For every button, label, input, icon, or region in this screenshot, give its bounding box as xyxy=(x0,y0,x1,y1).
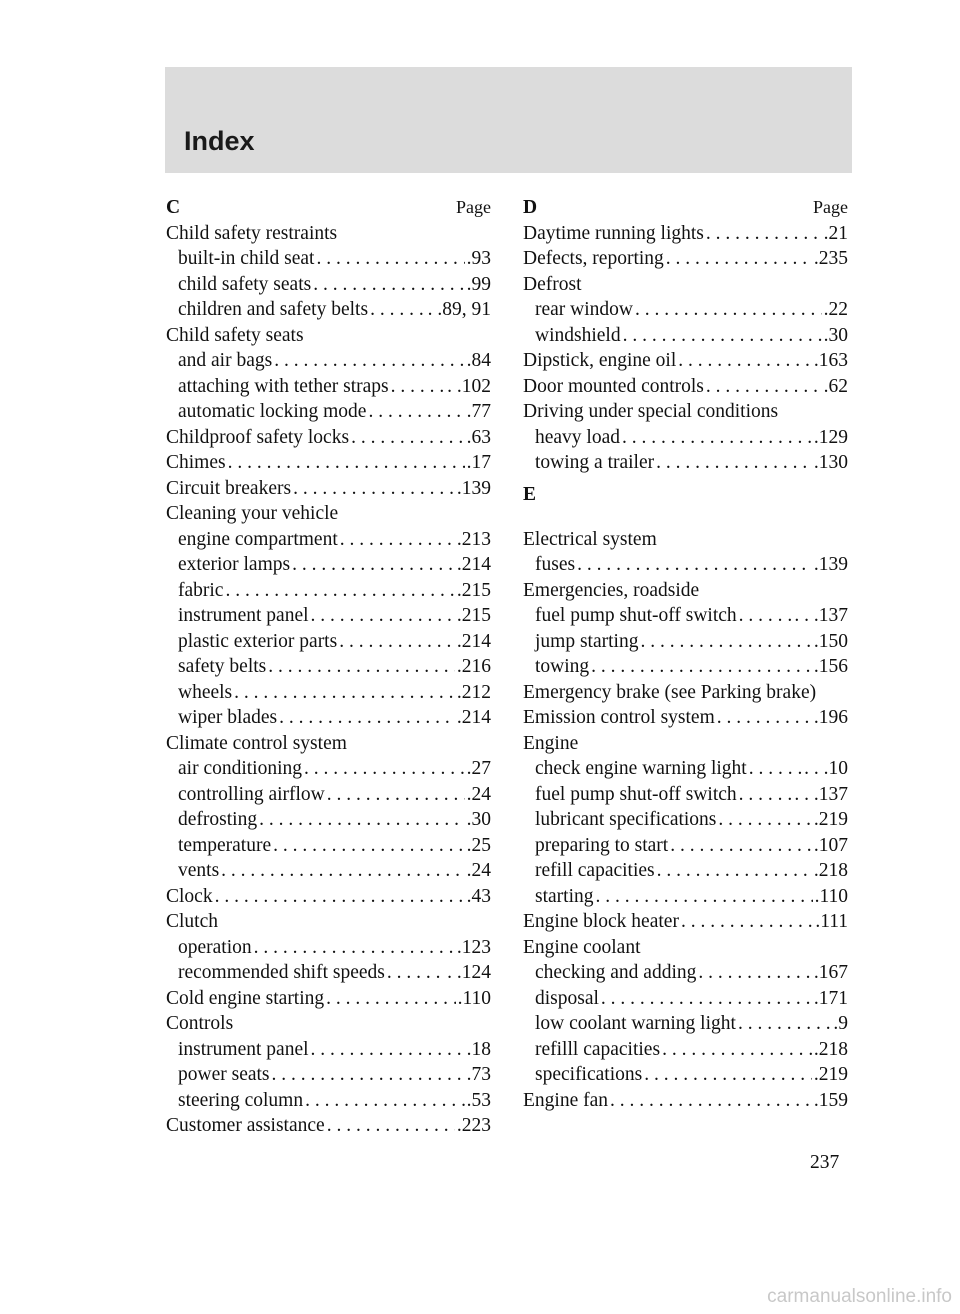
dot-leader xyxy=(717,705,812,731)
entry-page: .156 xyxy=(813,656,848,677)
dot-leader xyxy=(313,272,464,298)
page-number: 237 xyxy=(810,1152,840,1173)
entry-label: controlling airflow xyxy=(178,783,325,805)
entry-page: .214 xyxy=(456,707,491,728)
list-item xyxy=(523,374,848,400)
dot-leader xyxy=(718,807,811,833)
entry-label: Cleaning your vehicle xyxy=(166,503,339,524)
list-item xyxy=(523,807,848,833)
entry-page: . .102 xyxy=(447,375,491,397)
dot-leader xyxy=(221,858,464,884)
list-item xyxy=(166,680,491,706)
dot-leader xyxy=(706,221,822,247)
entry-page: .84 xyxy=(466,350,491,371)
entry-label: fuel pump shut-off switch xyxy=(535,783,737,805)
list-item xyxy=(523,450,848,476)
entry-page: .213 xyxy=(456,528,491,550)
entry-label: Engine coolant xyxy=(523,936,641,958)
entry-page: .53 xyxy=(466,1089,491,1111)
entry-label: Circuit breakers xyxy=(166,477,292,499)
entry-label: heavy load xyxy=(535,426,621,448)
entry-page: .215 xyxy=(456,605,491,626)
list-item xyxy=(166,476,491,502)
dot-leader xyxy=(591,654,812,680)
list-item xyxy=(166,399,491,425)
dot-leader xyxy=(368,399,464,425)
list-item xyxy=(166,246,491,272)
list-item xyxy=(523,680,848,706)
entry-label: fuel pump shut-off switch xyxy=(535,605,737,626)
entry-page: .212 xyxy=(456,681,491,703)
entry-label: child safety seats xyxy=(178,273,312,295)
entry-page: .63 xyxy=(466,426,491,448)
list-item xyxy=(166,348,491,374)
entry-page: .73 xyxy=(466,1064,491,1085)
entry-label: Cold engine starting xyxy=(166,987,325,1009)
list-item xyxy=(166,603,491,629)
dot-leader xyxy=(228,450,465,476)
entry-label: fabric xyxy=(178,579,224,601)
entry-page: .215 xyxy=(456,579,491,601)
list-item xyxy=(523,246,848,272)
list-item xyxy=(166,909,491,935)
entry-label: starting xyxy=(535,885,594,907)
dot-leader xyxy=(370,297,426,323)
entry-label: power seats xyxy=(178,1064,270,1085)
list-item xyxy=(166,578,491,604)
entry-label: Emergencies, roadside xyxy=(523,579,700,601)
dot-leader xyxy=(327,782,465,808)
list-item xyxy=(523,399,848,425)
entry-page: .21 xyxy=(823,222,848,244)
dot-leader xyxy=(698,960,812,986)
dot-leader xyxy=(666,246,812,272)
dot-leader xyxy=(273,833,465,859)
entry-label: and air bags xyxy=(178,350,273,371)
list-item xyxy=(166,858,491,884)
letter-heading-c: C xyxy=(166,197,181,218)
dot-leader xyxy=(351,425,465,451)
list-item xyxy=(523,935,848,961)
entry-label: lubricant specifications xyxy=(535,809,717,830)
entry-page: .163 xyxy=(813,350,848,371)
list-item xyxy=(166,629,491,655)
entry-page: .62 xyxy=(823,375,848,397)
list-item xyxy=(523,425,848,451)
entry-label: checking and adding xyxy=(535,962,697,983)
entry-label: steering column xyxy=(178,1089,304,1111)
dot-leader xyxy=(311,1037,465,1063)
entry-label: air conditioning xyxy=(178,758,303,779)
letter-heading-e: E xyxy=(523,483,537,505)
entry-page: .214 xyxy=(456,630,491,652)
dot-leader xyxy=(656,450,812,476)
entry-page: .99 xyxy=(466,273,491,295)
entry-label: automatic locking mode xyxy=(178,401,367,422)
entry-label: windshield xyxy=(535,324,621,346)
entry-page: .171 xyxy=(813,987,848,1009)
entry-label: Engine xyxy=(523,732,579,754)
entry-list-c xyxy=(166,221,491,1139)
dot-leader xyxy=(577,552,812,578)
entry-label: vents xyxy=(178,860,220,881)
entry-label: safety belts xyxy=(178,656,267,677)
entry-page: .93 xyxy=(466,248,491,269)
list-item xyxy=(523,297,848,323)
dot-leader xyxy=(311,603,455,629)
list-item xyxy=(166,297,491,323)
entry-page: .43 xyxy=(466,885,491,907)
entry-label: rear window xyxy=(535,299,634,320)
dot-leader xyxy=(678,348,812,374)
entry-page: .218 xyxy=(813,1038,848,1060)
entry-page: .218 xyxy=(813,860,848,881)
list-item xyxy=(523,654,848,680)
entry-label: Climate control system xyxy=(166,732,347,754)
entry-label: Child safety restraints xyxy=(166,222,338,244)
entry-label: Clutch xyxy=(166,911,218,932)
list-item xyxy=(523,833,848,859)
dot-leader xyxy=(706,374,822,400)
list-item xyxy=(523,1062,848,1088)
entry-label: Dipstick, engine oil xyxy=(523,350,677,371)
entry-label: Defects, reporting xyxy=(523,248,664,269)
entry-list-e-continued xyxy=(523,705,848,1113)
watermark: carmanualsonline.info xyxy=(767,1286,952,1307)
dot-leader xyxy=(293,476,455,502)
dot-leader xyxy=(272,1062,465,1088)
dot-leader xyxy=(340,527,455,553)
index-column-right xyxy=(523,195,848,1113)
page-column-label: Page xyxy=(813,197,848,217)
dot-leader xyxy=(739,603,793,629)
entry-page: .22 xyxy=(823,299,848,320)
dot-leader xyxy=(215,884,465,910)
list-item xyxy=(523,960,848,986)
entry-label: Emergency brake (see Parking brake) xyxy=(523,681,817,703)
dot-leader xyxy=(326,986,455,1012)
entry-label: Child safety seats xyxy=(166,324,304,346)
entry-label: Driving under special conditions xyxy=(523,401,779,422)
entry-page: .235 xyxy=(813,248,848,269)
entry-page: .107 xyxy=(813,834,848,856)
dot-leader xyxy=(662,1037,812,1063)
list-item xyxy=(523,527,848,553)
entry-label: preparing to start xyxy=(535,834,669,856)
entry-page: . . .137 xyxy=(794,783,848,805)
dot-leader xyxy=(644,1062,812,1088)
list-item xyxy=(523,1088,848,1114)
list-item xyxy=(523,884,848,910)
list-item xyxy=(166,884,491,910)
list-item xyxy=(523,578,848,604)
dot-leader xyxy=(596,884,813,910)
entry-label: Controls xyxy=(166,1013,234,1034)
entry-label: built-in child seat xyxy=(178,248,315,269)
entry-page: .219 xyxy=(813,1064,848,1085)
entry-page: .214 xyxy=(456,554,491,575)
entry-label: Childproof safety locks xyxy=(166,426,350,448)
entry-page: .139 xyxy=(456,477,491,499)
list-item xyxy=(523,552,848,578)
entry-label: towing xyxy=(535,656,590,677)
dot-leader xyxy=(279,705,455,731)
entry-page: .25 xyxy=(466,834,491,856)
dot-leader xyxy=(259,807,465,833)
entry-label: instrument panel xyxy=(178,1038,309,1060)
entry-label: defrosting xyxy=(178,809,258,830)
list-item xyxy=(166,654,491,680)
entry-label: children and safety belts xyxy=(178,299,369,320)
entry-page: .77 xyxy=(466,401,491,422)
list-item xyxy=(523,756,848,782)
list-item xyxy=(523,731,848,757)
entry-list-e xyxy=(523,527,848,680)
entry-page: .130 xyxy=(813,452,848,473)
list-item xyxy=(523,782,848,808)
list-item xyxy=(166,756,491,782)
list-item xyxy=(166,552,491,578)
entry-page: .111 xyxy=(815,911,848,932)
entry-page: .167 xyxy=(813,962,848,983)
entry-page: .9 xyxy=(833,1013,848,1034)
entry-page: .30 xyxy=(466,809,491,830)
list-item xyxy=(166,960,491,986)
entry-page: .129 xyxy=(813,426,848,448)
entry-label: Chimes xyxy=(166,452,226,473)
dot-leader xyxy=(623,323,822,349)
letter-heading-d: D xyxy=(523,197,538,218)
list-item xyxy=(166,450,491,476)
list-item xyxy=(166,425,491,451)
dot-leader xyxy=(739,782,793,808)
dot-leader xyxy=(681,909,813,935)
list-item xyxy=(166,986,491,1012)
page-title: Index xyxy=(184,126,255,156)
entry-label: Daytime running lights xyxy=(523,222,704,244)
entry-page: .123 xyxy=(456,936,491,958)
list-item xyxy=(166,272,491,298)
entry-label: Engine fan xyxy=(523,1089,609,1111)
entry-label: attaching with tether straps xyxy=(178,375,389,397)
dot-leader xyxy=(254,935,455,961)
entry-page: . .89, 91 xyxy=(427,299,491,320)
dot-leader xyxy=(738,1011,831,1037)
list-item xyxy=(523,705,848,731)
entry-label: check engine warning light xyxy=(535,758,747,779)
entry-label: jump starting xyxy=(535,630,639,652)
list-item xyxy=(166,705,491,731)
entry-label: Electrical system xyxy=(523,528,657,550)
dot-leader xyxy=(316,246,464,272)
list-item xyxy=(523,909,848,935)
list-item xyxy=(166,782,491,808)
entry-page: .110 xyxy=(814,885,848,907)
entry-page: .219 xyxy=(813,809,848,830)
entry-page: .159 xyxy=(813,1089,848,1111)
dot-leader xyxy=(327,1113,455,1139)
dot-leader xyxy=(305,1088,465,1114)
dot-leader xyxy=(292,552,455,578)
entry-page: .27 xyxy=(466,758,491,779)
entry-page: .18 xyxy=(466,1038,491,1060)
list-item xyxy=(166,935,491,961)
entry-label: operation xyxy=(178,936,252,958)
dot-leader xyxy=(610,1088,812,1114)
page-column-label: Page xyxy=(456,197,491,217)
entry-page: .216 xyxy=(456,656,491,677)
entry-label: refilll capacities xyxy=(535,1038,661,1060)
list-item xyxy=(523,603,848,629)
entry-page: .110 xyxy=(457,987,491,1009)
entry-page: .24 xyxy=(466,783,491,805)
dot-leader xyxy=(601,986,812,1012)
entry-label: wiper blades xyxy=(178,707,278,728)
entry-page: .24 xyxy=(466,860,491,881)
list-item xyxy=(166,1011,491,1037)
list-item xyxy=(166,1088,491,1114)
entry-page: .30 xyxy=(823,324,848,346)
entry-label: instrument panel xyxy=(178,605,309,626)
letter-heading-row xyxy=(523,476,848,527)
dot-leader xyxy=(657,858,812,884)
entry-page: .196 xyxy=(813,707,848,728)
entry-label: temperature xyxy=(178,834,272,856)
dot-leader xyxy=(622,425,812,451)
entry-label: plastic exterior parts xyxy=(178,630,338,652)
list-item xyxy=(523,272,848,298)
dot-leader xyxy=(274,348,464,374)
dot-leader xyxy=(391,374,445,400)
dot-leader xyxy=(234,680,455,706)
list-item xyxy=(523,221,848,247)
dot-leader xyxy=(640,629,811,655)
entry-label: Defrost xyxy=(523,273,582,295)
entry-page: . .124 xyxy=(447,962,491,983)
list-item xyxy=(523,323,848,349)
entry-label: fuses xyxy=(535,554,576,575)
list-item xyxy=(523,858,848,884)
header-band xyxy=(165,67,852,173)
list-item xyxy=(166,221,491,247)
list-item xyxy=(166,374,491,400)
list-item xyxy=(166,527,491,553)
entry-list-d xyxy=(523,221,848,476)
index-column-left xyxy=(166,195,491,1139)
dot-leader xyxy=(268,654,455,680)
entry-label: Door mounted controls xyxy=(523,375,704,397)
letter-heading-row xyxy=(166,195,491,221)
entry-label: specifications xyxy=(535,1064,643,1085)
dot-leader xyxy=(749,756,802,782)
entry-page: .17 xyxy=(466,452,491,473)
entry-label: disposal xyxy=(535,987,599,1009)
dot-leader xyxy=(387,960,445,986)
entry-page: . . .137 xyxy=(794,605,848,626)
list-item xyxy=(166,1062,491,1088)
list-item xyxy=(523,629,848,655)
list-item xyxy=(166,807,491,833)
list-item xyxy=(166,1113,491,1139)
entry-label: Engine block heater xyxy=(523,911,679,932)
letter-heading-row xyxy=(523,195,848,221)
list-item xyxy=(523,348,848,374)
entry-label: towing a trailer xyxy=(535,452,655,473)
list-item xyxy=(523,1011,848,1037)
entry-label: low coolant warning light xyxy=(535,1013,736,1034)
list-item xyxy=(166,731,491,757)
list-item xyxy=(166,501,491,527)
dot-leader xyxy=(304,756,465,782)
entry-label: refill capacities xyxy=(535,860,655,881)
entry-label: wheels xyxy=(178,681,233,703)
entry-label: exterior lamps xyxy=(178,554,291,575)
list-item xyxy=(166,833,491,859)
list-item xyxy=(166,1037,491,1063)
list-item xyxy=(166,323,491,349)
entry-page: .139 xyxy=(813,554,848,575)
entry-label: recommended shift speeds xyxy=(178,962,385,983)
entry-label: Clock xyxy=(166,885,213,907)
dot-leader xyxy=(339,629,455,655)
entry-label: Customer assistance xyxy=(166,1115,325,1136)
entry-page: .150 xyxy=(813,630,848,652)
dot-leader xyxy=(635,297,822,323)
list-item xyxy=(523,986,848,1012)
entry-label: engine compartment xyxy=(178,528,338,550)
entry-label: Emission control system xyxy=(523,707,715,728)
dot-leader xyxy=(225,578,454,604)
entry-page: . . .10 xyxy=(804,758,848,779)
entry-page: .223 xyxy=(456,1115,491,1136)
dot-leader xyxy=(670,833,812,859)
list-item xyxy=(523,1037,848,1063)
